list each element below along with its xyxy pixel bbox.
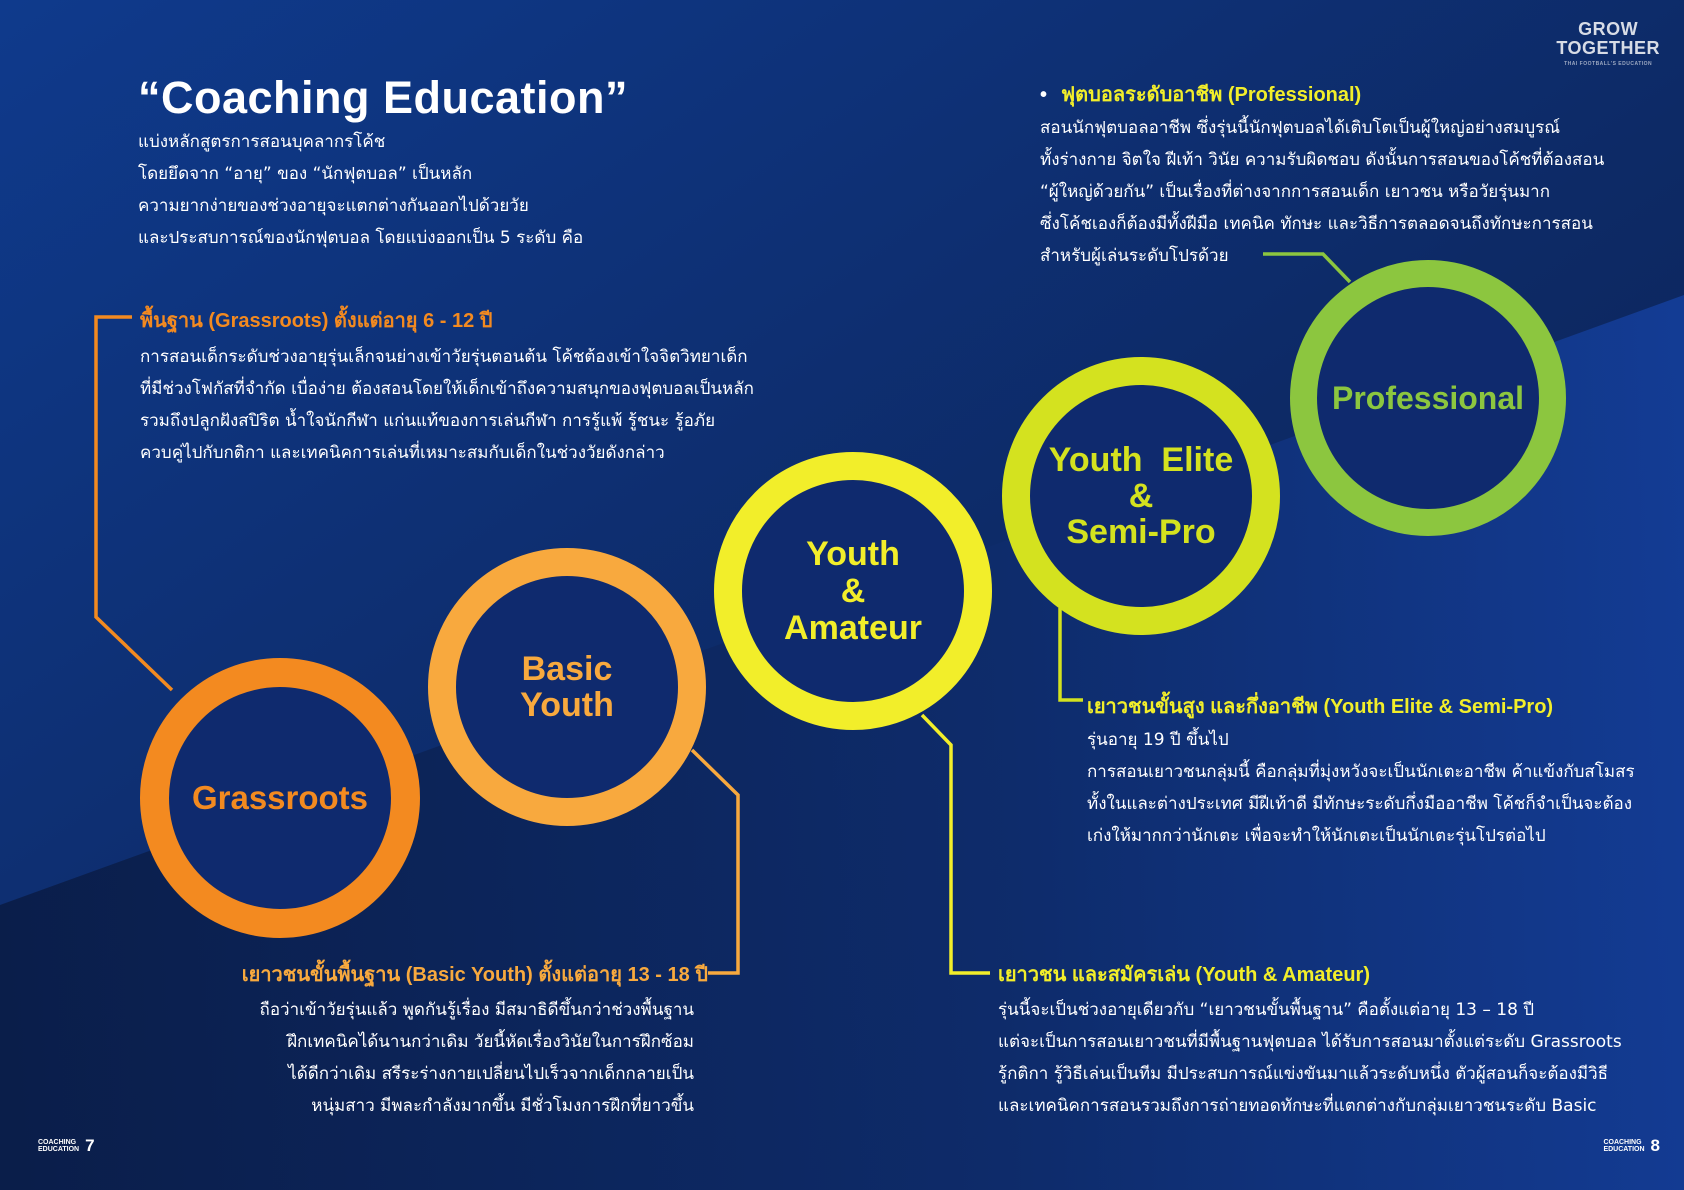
page-number-left — [38, 1136, 95, 1156]
footer-label-line1: COACHING — [38, 1139, 77, 1146]
grassroots-circle-label: Grassroots — [191, 779, 369, 816]
professional-circle-label: Professional — [1331, 379, 1525, 416]
youth-amateur-heading: เยาวชน และสมัครเล่น (Youth & Amateur) — [998, 964, 1370, 986]
grassroots-line: การสอนเด็กระดับช่วงอายุรุ่นเล็กจนย่างเข้าวัยรุ่นตอนต้น โค้ชต้องเข้าใจจิตวิทยาเด็ก — [140, 347, 748, 367]
basic-youth-circle-label: Basic — [521, 650, 613, 688]
youth-elite-circle — [1002, 357, 1280, 635]
basic-youth-line: ถือว่าเข้าวัยรุ่นแล้ว พูดกันรู้เรื่อง มีสมาธิดีขึ้นกว่าช่วงพื้นฐาน — [259, 1000, 694, 1020]
basic-youth-section — [241, 958, 708, 1122]
professional-circle — [1290, 260, 1566, 536]
basic-youth-line: ฝึกเทคนิคได้นานกว่าเดิม วัยนี้หัดเรื่องวินัยในการฝึกซ้อม — [287, 1032, 694, 1052]
intro-line: ความยากง่ายของช่วงอายุจะแตกต่างกันออกไปด้วยวัย — [138, 196, 529, 216]
footer-label-line1: COACHING — [1603, 1139, 1642, 1146]
youth-elite-section — [1087, 690, 1635, 852]
grassroots-body — [140, 341, 754, 469]
youth-amateur-section — [998, 958, 1622, 1122]
basic-youth-line: ได้ดีกว่าเดิม สรีระร่างกายเปลี่ยนไปเร็วจากเด็กกลายเป็น — [288, 1064, 694, 1084]
logo-tagline: THAI FOOTBALL'S EDUCATION — [1564, 61, 1653, 67]
grassroots-section — [140, 304, 754, 469]
page-number-right — [1603, 1136, 1660, 1156]
basic-youth-circle — [428, 548, 706, 826]
professional-line: สำหรับผู้เล่นระดับโปรด้วย — [1040, 246, 1229, 266]
youth-amateur-circle-label: Amateur — [784, 608, 922, 647]
professional-line: “ผู้ใหญ่ด้วยกัน” เป็นเรื่องที่ต่างจากการสอนเด็ก เยาวชน หรือวัยรุ่นมาก — [1040, 182, 1550, 202]
professional-line: ซึ่งโค้ชเองก็ต้องมีทั้งฝีมือ เทคนิค ทักษะ และวิธีการตลอดจนถึงทักษะการสอน — [1040, 214, 1593, 234]
bullet-point: • — [1040, 84, 1048, 106]
youth-amateur-line: และเทคนิคการสอนรวมถึงการถ่ายทอดทักษะที่แตกต่างกับกลุ่มเยาวชนระดับ Basic — [998, 1096, 1597, 1116]
youth-amateur-line: รู้กติกา รู้วิธีเล่นเป็นทีม มีประสบการณ์แข่งขันมาแล้วระดับหนึ่ง ตัวผู้สอนก็จะต้องมีวิธี — [998, 1064, 1609, 1084]
youth-amateur-line: แต่จะเป็นการสอนเยาวชนที่มีพื้นฐานฟุตบอล ได้รับการสอนมาตั้งแต่ระดับ Grassroots — [998, 1032, 1622, 1052]
professional-heading-row — [1040, 78, 1604, 110]
page-number: 7 — [85, 1136, 95, 1155]
youth-elite-line: รุ่นอายุ 19 ปี ขึ้นไป — [1087, 730, 1229, 750]
logo-line2: TOGETHER — [1556, 38, 1660, 58]
youth-elite-circle-label: Youth Elite — [1048, 441, 1234, 479]
footer-label-line2: EDUCATION — [38, 1146, 80, 1153]
youth-amateur-line: รุ่นนี้จะเป็นช่วงอายุเดียวกับ “เยาวชนขั้นพื้นฐาน” คือตั้งแต่อายุ 13 – 18 ปี — [998, 1000, 1535, 1020]
youth-amateur-circle-label: Youth — [806, 534, 900, 573]
professional-heading: ฟุตบอลระดับอาชีพ (Professional) — [1061, 84, 1362, 106]
youth-amateur-circle — [714, 452, 992, 730]
footer-label — [38, 1139, 79, 1153]
intro-line: โดยยึดจาก “อายุ” ของ “นักฟุตบอล” เป็นหลัก — [138, 164, 473, 184]
page-title: “Coaching Education” — [138, 72, 629, 123]
youth-amateur-body — [998, 994, 1622, 1122]
youth-amateur-circle-label: & — [840, 571, 866, 610]
professional-section — [1040, 78, 1604, 272]
grassroots-line: รวมถึงปลูกฝังสปิริต น้ำใจนักกีฬา แก่นแท้ของการเล่นกีฬา การรู้แพ้ รู้ชนะ รู้อภัย — [140, 411, 716, 431]
professional-line: ทั้งร่างกาย จิตใจ ฝีเท้า วินัย ความรับผิดชอบ ดังนั้นการสอนของโค้ชที่ต้องสอน — [1040, 150, 1605, 170]
youth-elite-line: การสอนเยาวชนกลุ่มนี้ คือกลุ่มที่มุ่งหวังจะเป็นนักเตะอาชีพ ค้าแข้งกับสโมสร — [1087, 762, 1635, 782]
youth-elite-body — [1087, 724, 1635, 852]
page-number: 8 — [1650, 1136, 1660, 1155]
professional-body — [1040, 112, 1604, 272]
grassroots-heading: พื้นฐาน (Grassroots) ตั้งแต่อายุ 6 - 12 ปี — [140, 310, 493, 332]
intro-line: แบ่งหลักสูตรการสอนบุคลากรโค้ช — [138, 132, 386, 152]
basic-youth-body — [242, 994, 694, 1122]
grassroots-line: ควบคู่ไปกับกติกา และเทคนิคการเล่นที่เหมาะสมกับเด็กในช่วงวัยดังกล่าว — [140, 443, 665, 463]
youth-elite-line: ทั้งในและต่างประเทศ มีฝีเท้าดี มีทักษะระดับกึ่งมืออาชีพ โค้ชก็จำเป็นจะต้อง — [1087, 794, 1633, 814]
intro-text — [138, 126, 583, 254]
youth-elite-heading: เยาวชนขั้นสูง และกึ่งอาชีพ (Youth Elite & Semi-Pro) — [1087, 696, 1554, 718]
basic-youth-circle-label: Youth — [520, 686, 614, 724]
grow-together-logo — [1556, 20, 1660, 67]
footer-label — [1603, 1139, 1644, 1153]
intro-line: และประสบการณ์ของนักฟุตบอล โดยแบ่งออกเป็น 5 ระดับ คือ — [138, 228, 584, 248]
youth-elite-line: เก่งให้มากกว่านักเตะ เพื่อจะทำให้นักเตะเป็นนักเตะรุ่นโปรต่อไป — [1087, 826, 1546, 846]
youth-elite-circle-label: Semi-Pro — [1066, 513, 1216, 551]
grassroots-line: ที่มีช่วงโฟกัสที่จำกัด เบื่อง่าย ต้องสอนโดยให้เด็กเข้าถึงความสนุกของฟุตบอลเป็นหลัก — [140, 379, 754, 399]
footer-label-line2: EDUCATION — [1603, 1146, 1645, 1153]
basic-youth-line: หนุ่มสาว มีพละกำลังมากขึ้น มีชั่วโมงการฝึกที่ยาวขึ้น — [311, 1096, 694, 1116]
youth-elite-circle-label: & — [1128, 477, 1154, 515]
grassroots-circle — [140, 658, 420, 938]
professional-line: สอนนักฟุตบอลอาชีพ ซึ่งรุ่นนี้นักฟุตบอลได้เติบโตเป็นผู้ใหญ่อย่างสมบูรณ์ — [1040, 118, 1561, 138]
logo-line1: GROW — [1578, 19, 1639, 39]
basic-youth-heading: เยาวชนขั้นพื้นฐาน (Basic Youth) ตั้งแต่อายุ 13 - 18 ปี — [241, 964, 708, 986]
